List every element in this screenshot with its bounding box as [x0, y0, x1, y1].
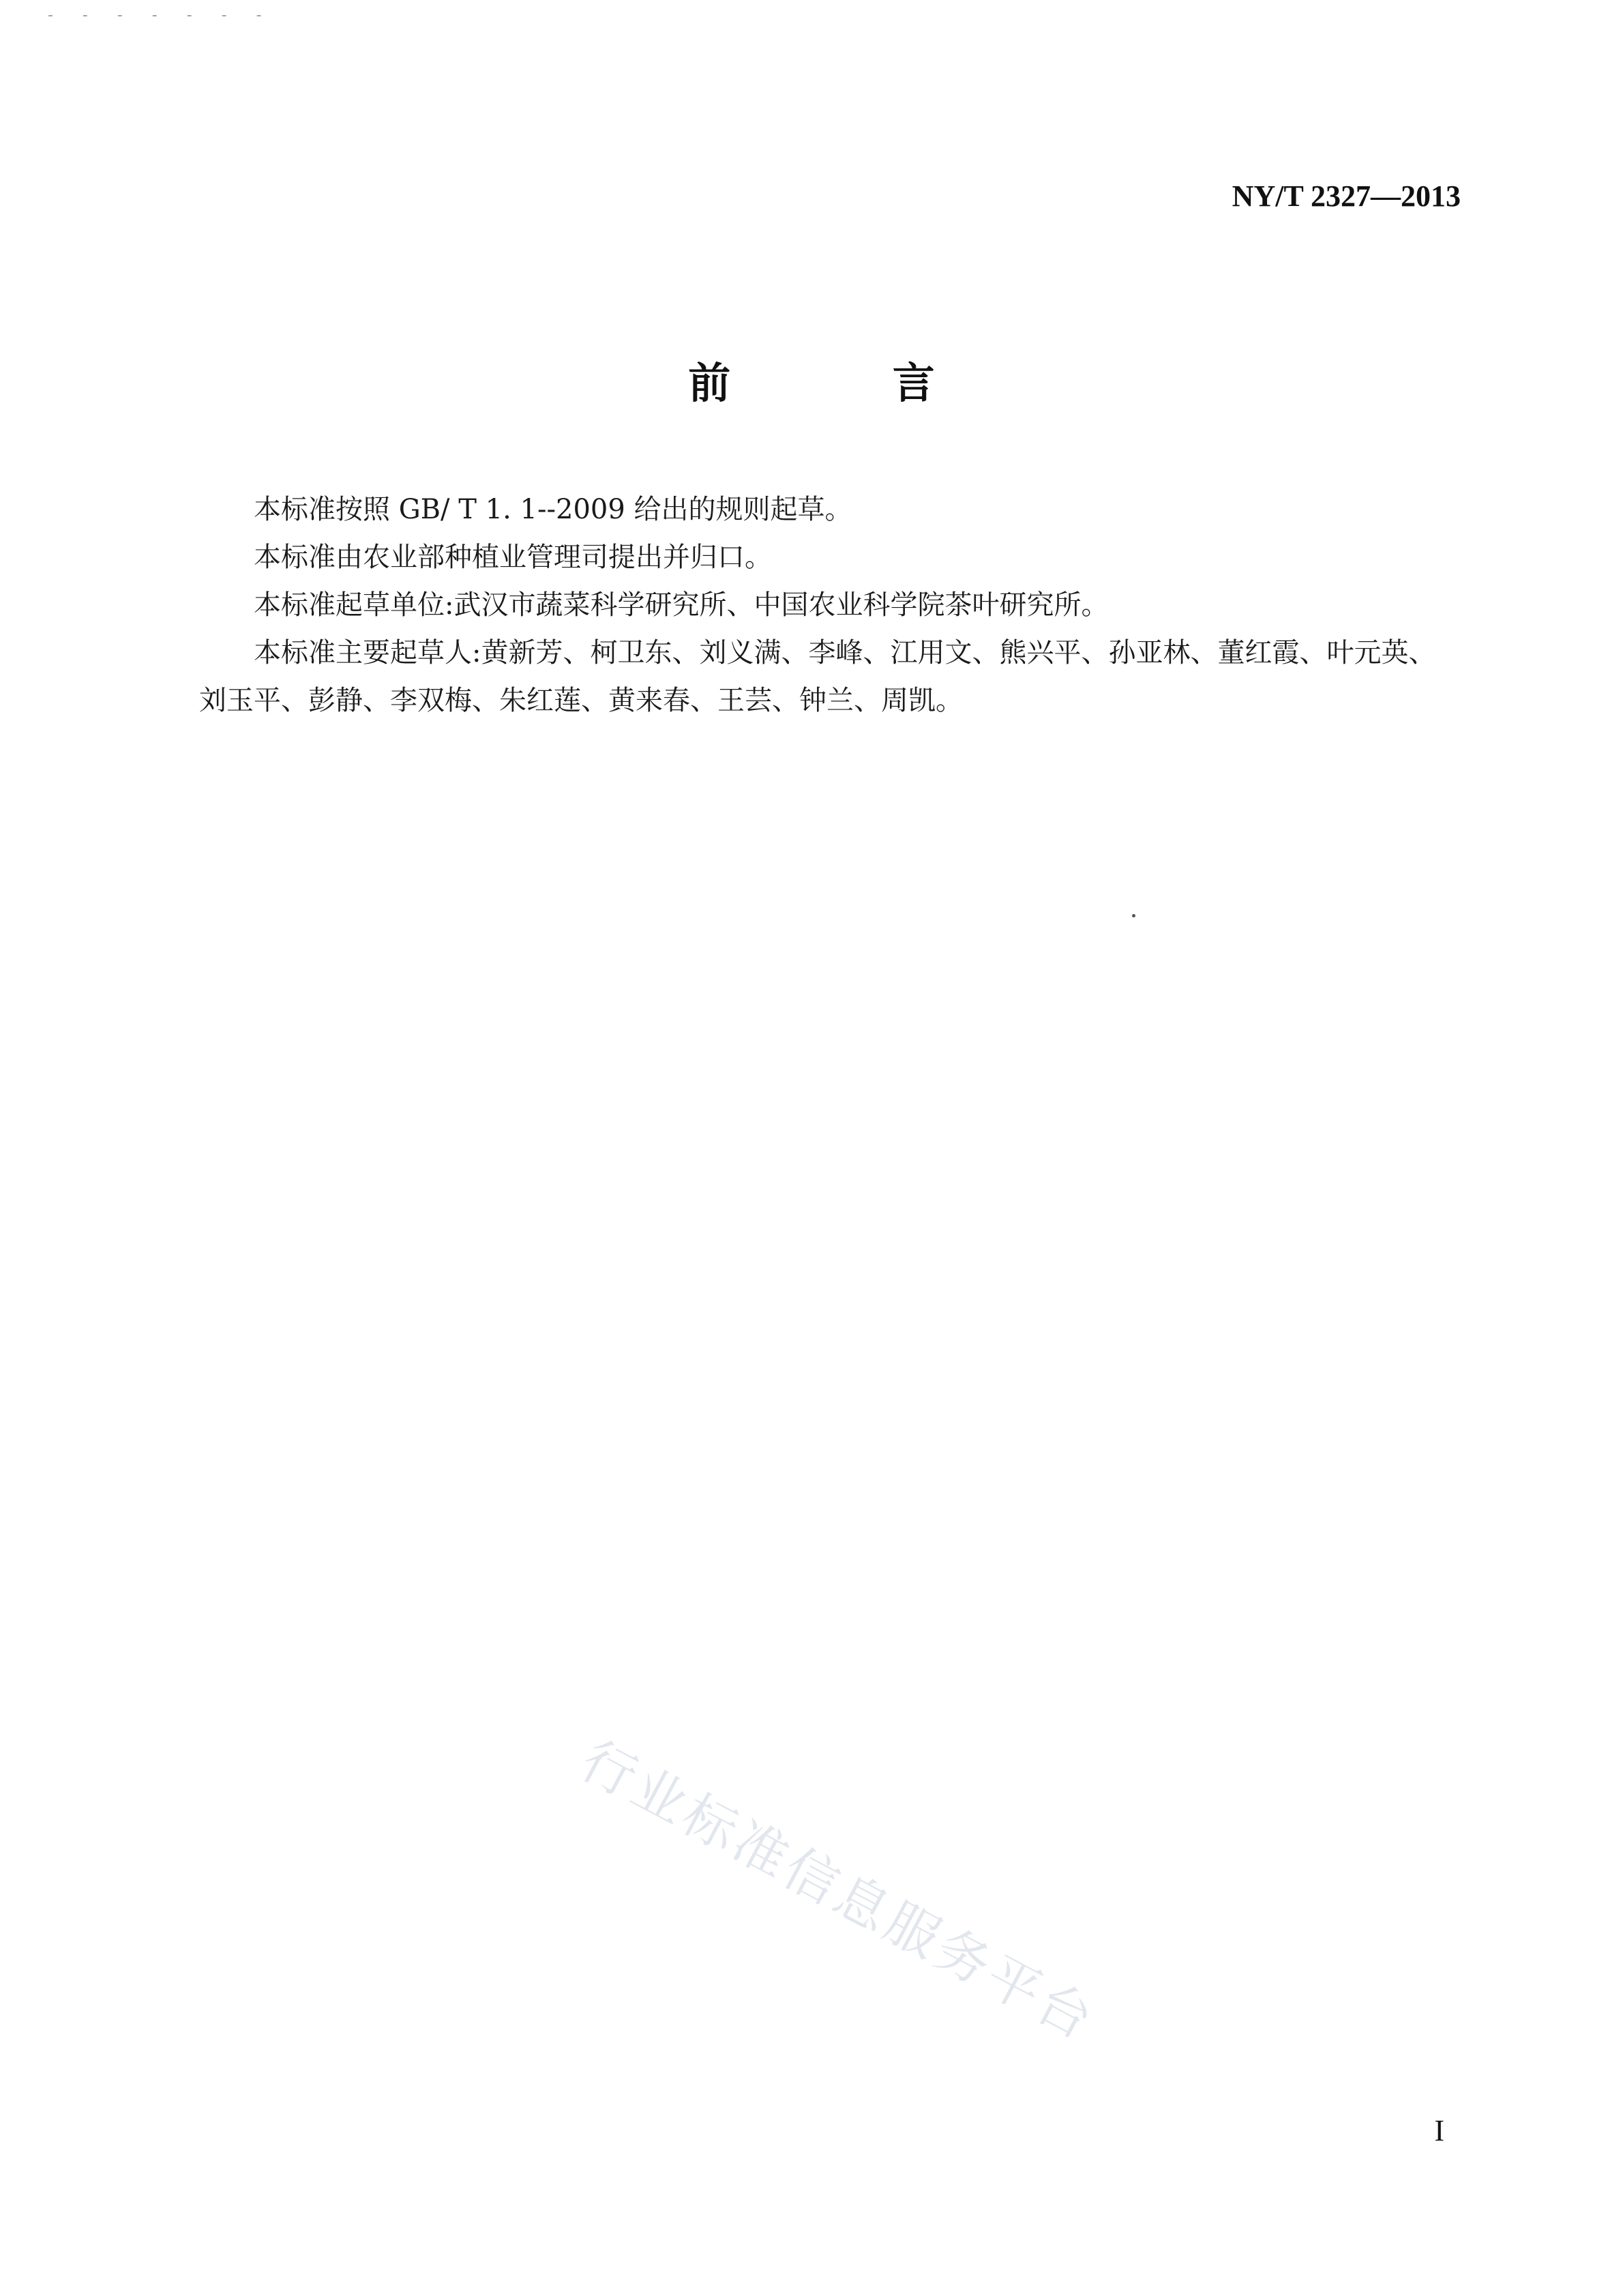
stray-dot: [1132, 914, 1135, 917]
scan-artifact-marks: - - - - - - -: [48, 7, 274, 24]
page-title: 前 言: [688, 358, 1009, 408]
watermark: 行业标准信息服务平台: [571, 1729, 1106, 2053]
paragraph-drafting-units: 本标准起草单位:武汉市蔬菜科学研究所、中国农业科学院茶叶研究所。: [254, 589, 1109, 621]
standard-code: NY/T 2327—2013: [1232, 179, 1461, 213]
paragraph-drafters: 本标准主要起草人:黄新芳、柯卫东、刘义满、李峰、江用文、熊兴平、孙亚林、董红霞、叶元英、刘玉平、彭静、李双梅、朱红莲、黄来春、王芸、钟兰、周凯。: [199, 637, 1436, 716]
page-number: I: [1434, 2114, 1444, 2147]
paragraph-proposer: 本标准由农业部种植业管理司提出并归口。: [254, 542, 772, 573]
paragraph-drafting-rules: 本标准按照 GB/ T 1. 1--2009 给出的规则起草。: [254, 494, 852, 525]
foreword-body: [199, 486, 1446, 724]
